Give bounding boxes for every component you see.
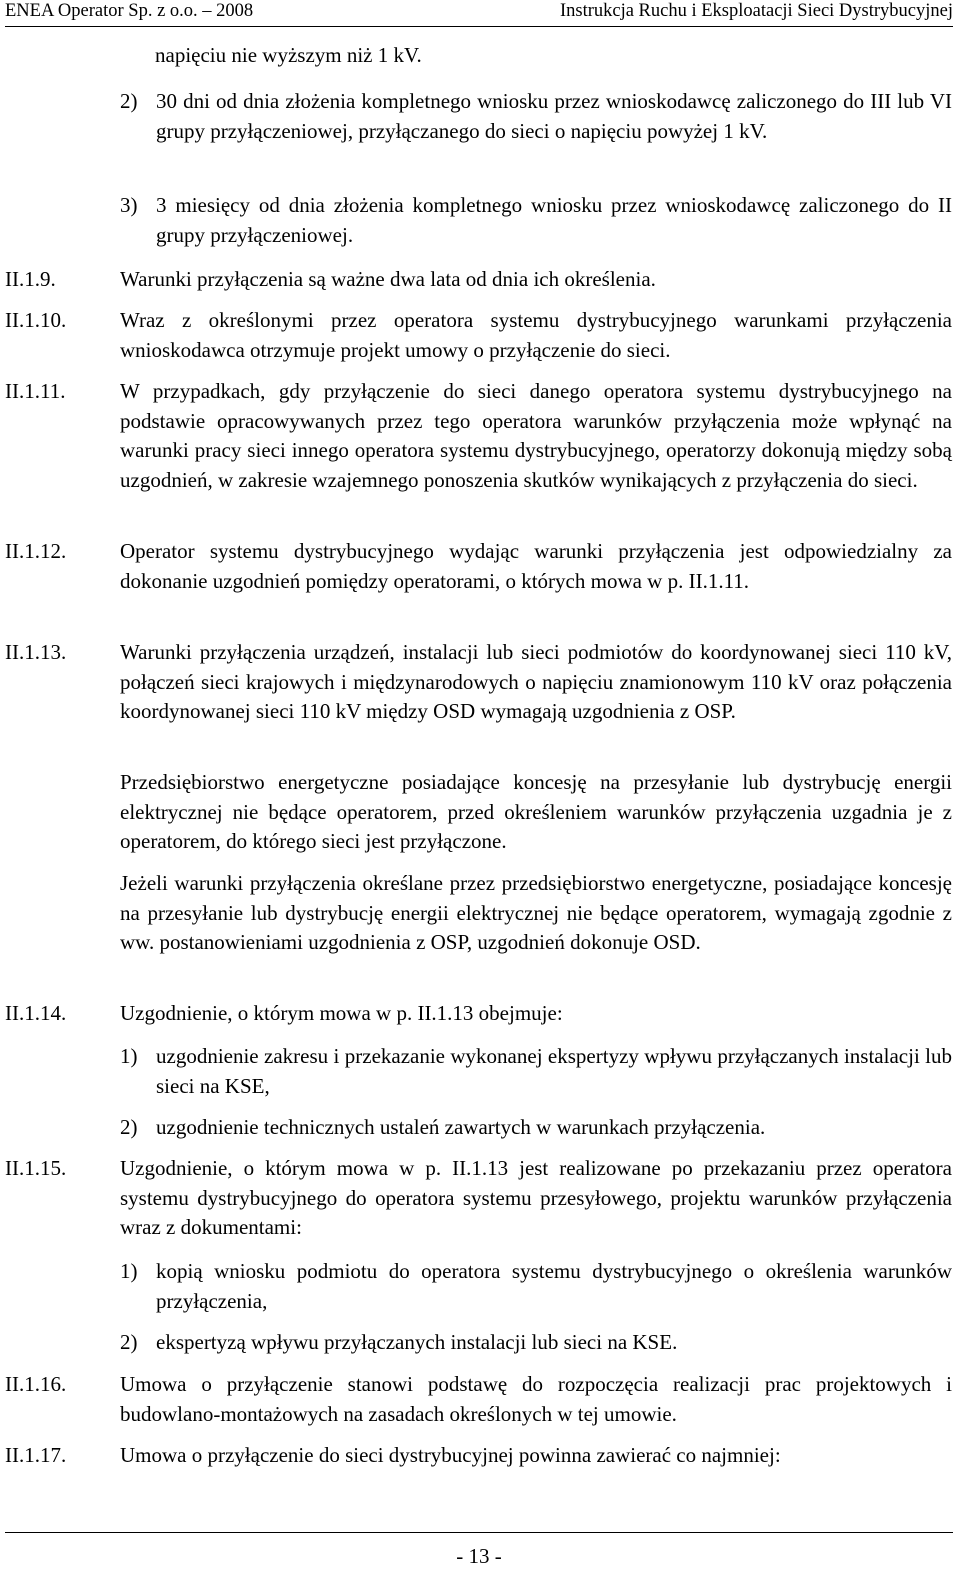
header-rule bbox=[5, 26, 953, 27]
header-company: ENEA Operator Sp. z o.o. – 2008 bbox=[5, 1, 254, 21]
list-item bbox=[120, 1328, 952, 1358]
section-text: Warunki przyłączenia są ważne dwa lata od dnia ich określenia. bbox=[120, 267, 656, 291]
section-text: Operator systemu dystrybucyjnego wydając warunki przyłączenia jest odpowiedzialny za dokonanie uzgodnień pomiędzy operatorami, o których mowa w p. II.1.11. bbox=[120, 539, 952, 593]
section-number: II.1.10. bbox=[5, 308, 67, 332]
section-number: II.1.14. bbox=[5, 1001, 67, 1025]
list-item-number: 2) bbox=[120, 89, 138, 113]
section-paragraph: Przedsiębiorstwo energetyczne posiadające koncesję na przesyłanie lub dystrybucję energii elektrycznej nie będące operatorem, przed określeniem warunków przyłączenia uzgadnia je z operatorem, do którego sieci jest przyłączone. bbox=[120, 770, 952, 854]
section-text: Umowa o przyłączenie stanowi podstawę do rozpoczęcia realizacji prac projektowych i budowlano-montażowych na zasadach określonych w tej umowie. bbox=[120, 1372, 952, 1426]
section-number: II.1.9. bbox=[5, 267, 56, 291]
section-text: Uzgodnienie, o którym mowa w p. II.1.13 obejmuje: bbox=[120, 1001, 563, 1025]
section-number: II.1.17. bbox=[5, 1443, 67, 1467]
list-item-text: 30 dni od dnia złożenia kompletnego wniosku przez wnioskodawcę zaliczonego do III lub VI grupy przyłączeniowej, przyłączanego do sieci o napięciu powyżej 1 kV. bbox=[156, 89, 952, 143]
header-document-title: Instrukcja Ruchu i Eksploatacji Sieci Dystrybucyjnej bbox=[559, 1, 953, 21]
list-item bbox=[120, 1257, 952, 1316]
section-text: Warunki przyłączenia urządzeń, instalacji lub sieci podmiotów do koordynowanej sieci 110 kV, połączeń sieci krajowych i międzynarodowych o napięciu znamionowym 110 kV oraz połączenia koordynowanej sieci 110 kV między OSD wymagają uzgodnienia z OSP. bbox=[120, 640, 952, 724]
continuation-text: napięciu nie wyższym niż 1 kV. bbox=[155, 43, 422, 67]
list-item-number: 2) bbox=[120, 1115, 138, 1139]
section-number: II.1.11. bbox=[5, 379, 66, 403]
list-item-text: kopią wniosku podmiotu do operatora systemu dystrybucyjnego o określenia warunków przyłączenia, bbox=[156, 1259, 952, 1313]
list-item-number: 1) bbox=[120, 1259, 138, 1283]
list-item-text: 3 miesięcy od dnia złożenia kompletnego wniosku przez wnioskodawcę zaliczonego do II grupy przyłączeniowej. bbox=[156, 193, 952, 247]
footer-rule bbox=[5, 1532, 953, 1533]
page-footer bbox=[5, 1532, 953, 1568]
list-item-text: ekspertyzą wpływu przyłączanych instalacji lub sieci na KSE. bbox=[156, 1330, 678, 1354]
section-number: II.1.16. bbox=[5, 1372, 67, 1396]
page-header bbox=[5, 0, 953, 28]
section-number: II.1.13. bbox=[5, 640, 67, 664]
list-item bbox=[120, 1042, 952, 1101]
list-item-text: uzgodnienie technicznych ustaleń zawartych w warunkach przyłączenia. bbox=[156, 1115, 766, 1139]
section-number: II.1.12. bbox=[5, 539, 67, 563]
section-text: Umowa o przyłączenie do sieci dystrybucyjnej powinna zawierać co najmniej: bbox=[120, 1443, 781, 1467]
list-item-text: uzgodnienie zakresu i przekazanie wykonanej ekspertyzy wpływu przyłączanych instalacji lub sieci na KSE, bbox=[156, 1044, 952, 1098]
section-text: Wraz z określonymi przez operatora systemu dystrybucyjnego warunkami przyłączenia wnioskodawca otrzymuje projekt umowy o przyłączenie do sieci. bbox=[120, 308, 952, 362]
list-item bbox=[120, 191, 952, 250]
section-text: Uzgodnienie, o którym mowa w p. II.1.13 jest realizowane po przekazaniu przez operatora systemu dystrybucyjnego do operatora systemu przesyłowego, projektu warunków przyłączenia wraz z dokumentami: bbox=[120, 1156, 952, 1240]
list-item bbox=[120, 87, 952, 146]
section-paragraph: Jeżeli warunki przyłączenia określane przez przedsiębiorstwo energetyczne, posiadające koncesję na przesyłanie lub dystrybucję energii elektrycznej nie będące operatorem, wymagają zgodnie z ww. postanowieniami uzgodnienia z OSP, uzgodnień dokonuje OSD. bbox=[120, 871, 952, 955]
list-item-number: 2) bbox=[120, 1330, 138, 1354]
page-number: - 13 - bbox=[456, 1544, 502, 1568]
section-number: II.1.15. bbox=[5, 1156, 67, 1180]
list-item bbox=[120, 1113, 952, 1143]
section-text: W przypadkach, gdy przyłączenie do sieci danego operatora systemu dystrybucyjnego na podstawie opracowywanych przez tego operatora warunków przyłączenia może wpłynąć na warunki pracy sieci innego operatora systemu dystrybucyjnego, operatorzy dokonują między sobą uzgodnień, w zakresie wzajemnego ponoszenia skutków wynikających z przyłączenia do sieci. bbox=[120, 379, 952, 492]
list-item-number: 1) bbox=[120, 1044, 138, 1068]
list-item-number: 3) bbox=[120, 193, 138, 217]
